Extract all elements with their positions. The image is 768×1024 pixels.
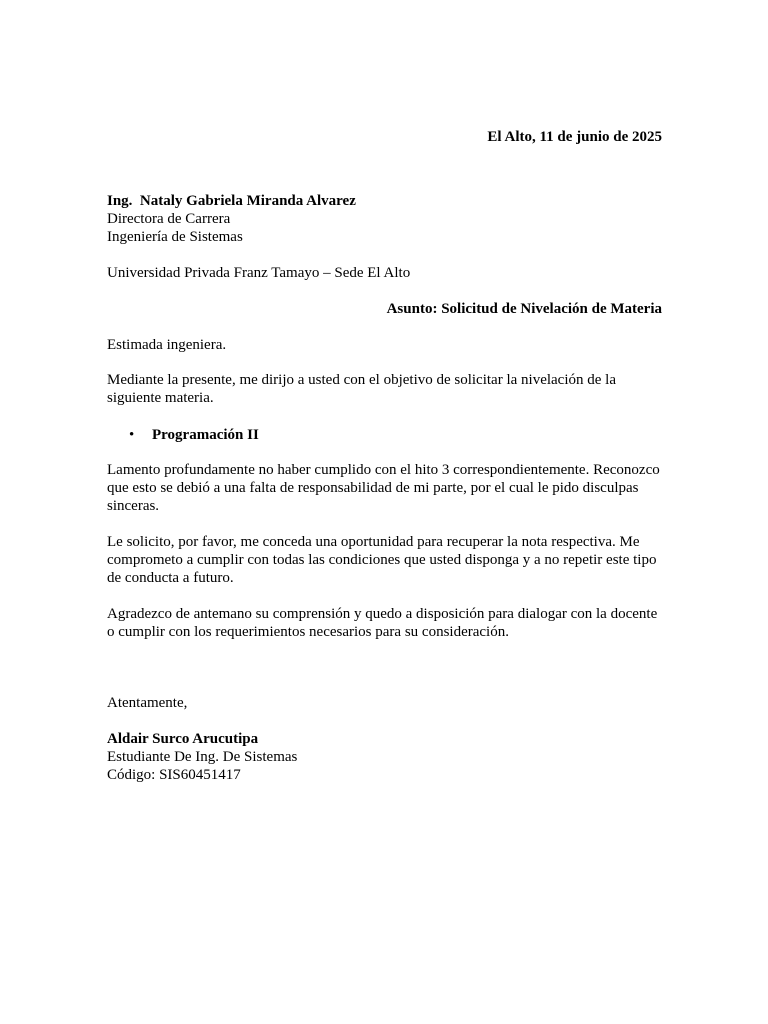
letter-closing: Atentamente, bbox=[107, 695, 188, 711]
bullet-symbol: • bbox=[129, 427, 135, 443]
recipient-role: Directora de Carrera bbox=[107, 211, 231, 227]
sender-code: Código: SIS60451417 bbox=[107, 767, 241, 783]
letter-greeting: Estimada ingeniera. bbox=[107, 337, 227, 353]
recipient-department: Ingeniería de Sistemas bbox=[107, 229, 243, 245]
sender-name: Aldair Surco Arucutipa bbox=[107, 731, 259, 747]
recipient-block bbox=[107, 192, 662, 246]
letter-date: El Alto, 11 de junio de 2025 bbox=[487, 129, 662, 145]
recipient-institution: Universidad Privada Franz Tamayo – Sede El Alto bbox=[107, 265, 411, 281]
paragraph-intro: Mediante la presente, me dirijo a usted con el objetivo de solicitar la nivelación de la siguiente materia. bbox=[107, 372, 616, 406]
recipient-name: Ing. Nataly Gabriela Miranda Alvarez bbox=[107, 193, 356, 209]
paragraph-request: Le solicito, por favor, me conceda una oportunidad para recuperar la nota respectiva. Me comprometo a cumplir con todas las condiciones que usted disponga y a no repetir este tipo de conducta a futuro. bbox=[107, 534, 657, 586]
paragraph-apology: Lamento profundamente no haber cumplido con el hito 3 correspondientemente. Reconozco que esto se debió a una falta de responsabilidad de mi parte, por el cual le pido disculpas sinceras. bbox=[107, 462, 660, 514]
letter-subject: Asunto: Solicitud de Nivelación de Materia bbox=[386, 301, 662, 317]
paragraph-thanks: Agradezco de antemano su comprensión y quedo a disposición para dialogar con la docente o cumplir con los requerimientos necesarios para su consideración. bbox=[107, 606, 658, 640]
sender-role: Estudiante De Ing. De Sistemas bbox=[107, 749, 298, 765]
sender-block bbox=[107, 730, 662, 784]
bullet-subject: Programación II bbox=[152, 427, 259, 443]
